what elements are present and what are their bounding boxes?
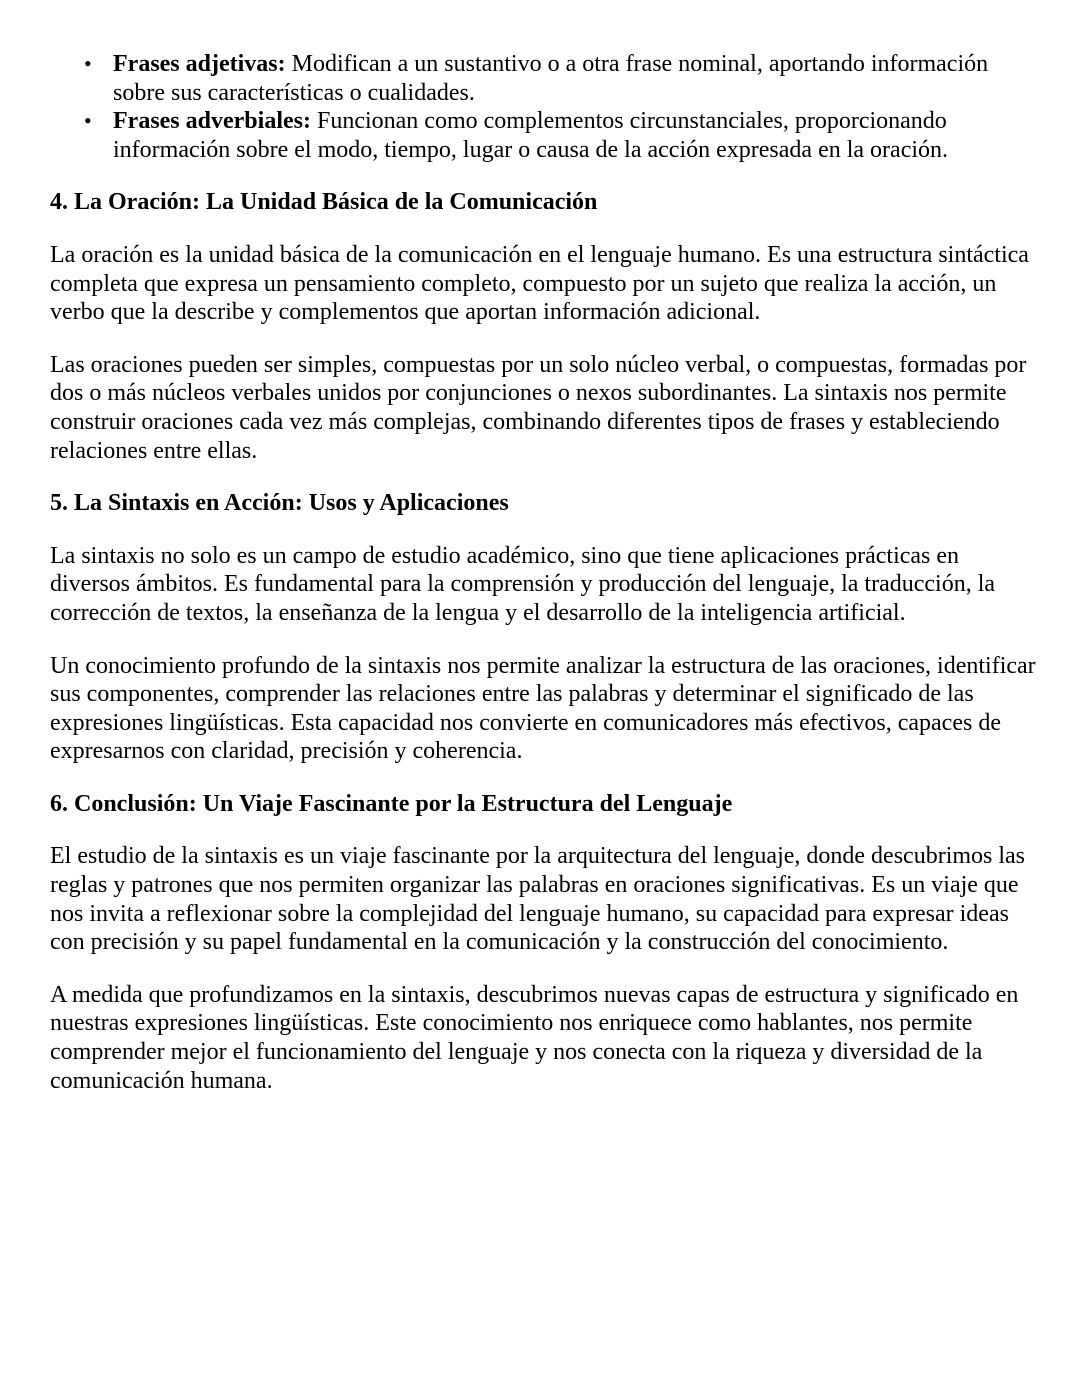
- list-item-text: Funcionan como complementos circunstanciales, proporcionando información sobre el modo, tiempo, lugar o causa de la acción expresada en la oración.: [113, 108, 949, 163]
- bullet-icon: •: [84, 51, 92, 76]
- section-heading-oracion: 4. La Oración: La Unidad Básica de la Comunicación: [50, 189, 598, 216]
- list-item-term: Frases adverbiales:: [113, 108, 311, 135]
- list-item-adjective-phrases: [50, 50, 1040, 107]
- bullet-icon: •: [84, 108, 92, 134]
- paragraph: Las oraciones pueden ser simples, compuestas por un solo núcleo verbal, o compuestas, formadas por dos o más núcleos verbales unidos por conjunciones o nexos subordinantes. La sintaxis nos permite construir oraciones cada vez más complejas, combinando diferentes tipos de frases y estableciendo relaciones entre ellas.: [50, 351, 1027, 464]
- list-item-term: Frases adjetivas:: [113, 51, 286, 77]
- phrase-types-list: [50, 50, 1040, 164]
- paragraph: La sintaxis no solo es un campo de estudio académico, sino que tiene aplicaciones prácticas en diversos ámbitos. Es fundamental para la comprensión y producción del lenguaje, la traducción, la corrección de textos, la enseñanza de la lengua y el desarrollo de la inteligencia artificial.: [50, 542, 996, 626]
- list-item-text: Modifican a un sustantivo o a otra frase nominal, aportando información sobre sus características o cualidades.: [113, 51, 989, 106]
- paragraph: El estudio de la sintaxis es un viaje fascinante por la arquitectura del lenguaje, donde descubrimos las reglas y patrones que nos permiten organizar las palabras en oraciones significativas. Es un viaje que nos invita a reflexionar sobre la complejidad del lenguaje humano, su capacidad para expresar ideas con precisión y su papel fundamental en la comunicación y la construcción del conocimiento.: [50, 843, 1026, 956]
- list-item-adverbial-phrases: [50, 107, 1040, 164]
- paragraph: La oración es la unidad básica de la comunicación en el lenguaje humano. Es una estructura sintáctica completa que expresa un pensamiento completo, compuesto por un sujeto que realiza la acción, un verbo que la describe y complementos que aportan información adicional.: [50, 241, 1029, 326]
- paragraph: A medida que profundizamos en la sintaxis, descubrimos nuevas capas de estructura y significado en nuestras expresiones lingüísticas. Este conocimiento nos enriquece como hablantes, nos permite comprender mejor el funcionamiento del lenguaje y nos conecta con la riqueza y diversidad de la comunicación humana.: [50, 981, 1019, 1094]
- paragraph: Un conocimiento profundo de la sintaxis nos permite analizar la estructura de las oraciones, identificar sus componentes, comprender las relaciones entre las palabras y determinar el significado de las expresiones lingüísticas. Esta capacidad nos convierte en comunicadores más efectivos, capaces de expresarnos con claridad, precisión y coherencia.: [50, 652, 1036, 765]
- section-heading-conclusion: 6. Conclusión: Un Viaje Fascinante por la Estructura del Lenguaje: [50, 790, 733, 817]
- document-page: [50, 50, 1040, 1095]
- section-heading-sintaxis-accion: 5. La Sintaxis en Acción: Usos y Aplicaciones: [50, 490, 509, 517]
